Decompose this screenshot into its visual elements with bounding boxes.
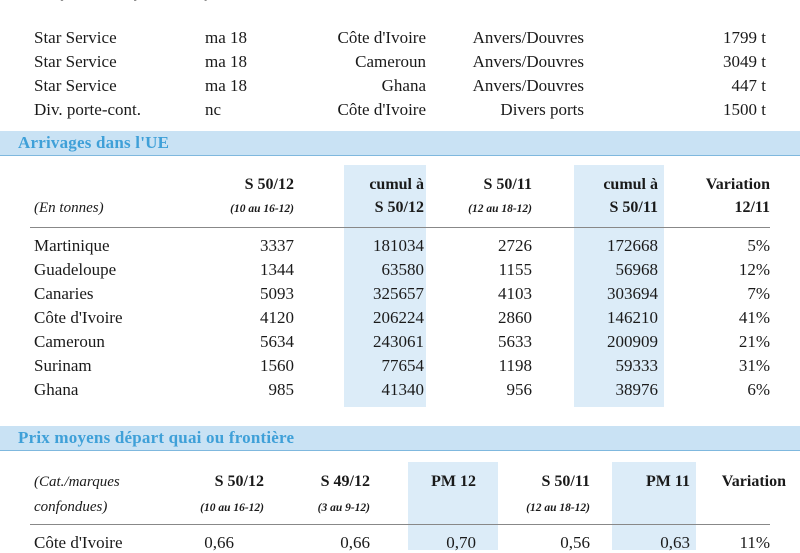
shipment-day: ma 18 (205, 28, 248, 47)
prices-header-divider (30, 524, 770, 525)
arrivals-origin: Surinam (34, 356, 92, 375)
prices-header-s50-12-sub: (10 au 16-12) (200, 502, 264, 514)
shipment-origin: Cameroun (355, 52, 426, 71)
arrivals-value-cumul-11: 200909 (607, 332, 658, 351)
arrivals-value-variation: 5% (747, 236, 770, 255)
arrivals-header-s50-11: S 50/11 (483, 176, 532, 193)
shipment-day: nc (205, 100, 222, 119)
arrivals-value-s50-12: 4120 (260, 308, 294, 327)
shipment-origin: Ghana (381, 76, 426, 95)
prices-value-pm12: 0,70 (446, 533, 476, 552)
arrivals-value-variation: 12% (738, 260, 770, 279)
prices-value-s50-11: 0,56 (560, 533, 590, 552)
arrivals-value-cumul-12: 63580 (381, 260, 424, 279)
prices-value-pm11: 0,63 (660, 533, 690, 552)
arrivals-section-title: Arrivages dans l'UE (18, 133, 170, 152)
arrivals-value-s50-12: 1344 (260, 260, 294, 279)
shipment-quantity (650, 0, 766, 2)
arrivals-value-cumul-12: 77654 (381, 356, 424, 375)
arrivals-value-cumul-11: 303694 (607, 284, 658, 303)
shipment-quantity: 447 t (731, 76, 766, 95)
arrivals-value-s50-11: 4103 (498, 284, 532, 303)
arrivals-value-s50-12: 985 (268, 380, 294, 399)
shipment-vessel: Star Service (34, 28, 117, 47)
arrivals-value-variation: 41% (738, 308, 770, 327)
arrivals-origin: Guadeloupe (34, 260, 117, 279)
shipment-destination: Anvers/Douvres (472, 52, 584, 71)
shipment-origin: Côte d'Ivoire (337, 28, 426, 47)
prices-header-s49-12: S 49/12 (320, 473, 370, 490)
arrivals-value-cumul-12: 243061 (373, 332, 424, 351)
arrivals-header-cumul-11-a: cumul à (603, 176, 658, 193)
prices-value-variation: 11% (739, 533, 770, 552)
arrivals-unit-note: (En tonnes) (34, 200, 104, 216)
shipment-quantity: 3049 t (723, 52, 766, 71)
shipment-quantity: 1500 t (723, 100, 766, 119)
shipment-day: ma 18 (205, 52, 248, 71)
arrivals-value-s50-12: 5093 (260, 284, 294, 303)
arrivals-header-cumul-11-b: S 50/11 (609, 199, 658, 216)
shipment-vessel: Star Service (34, 76, 117, 95)
arrivals-value-s50-11: 2726 (498, 236, 532, 255)
prices-value-s50-12: 0,66 (204, 533, 234, 552)
prices-header-s50-11-sub: (12 au 18-12) (526, 502, 590, 514)
arrivals-value-cumul-11: 38976 (615, 380, 658, 399)
shipment-vessel (34, 0, 142, 2)
arrivals-header-cumul-12-a: cumul à (369, 176, 424, 193)
prices-header-pm12: PM 12 (431, 473, 476, 490)
arrivals-origin: Martinique (34, 236, 110, 255)
arrivals-value-cumul-11: 59333 (615, 356, 658, 375)
arrivals-value-variation: 31% (738, 356, 770, 375)
shipment-destination (452, 0, 584, 2)
arrivals-origin: Canaries (34, 284, 94, 303)
arrivals-header-variation-period: 12/11 (734, 199, 770, 216)
arrivals-value-s50-11: 2860 (498, 308, 532, 327)
arrivals-value-s50-11: 956 (506, 380, 532, 399)
shipment-vessel: Div. porte-cont. (34, 100, 142, 119)
arrivals-value-s50-12: 5634 (260, 332, 294, 351)
arrivals-header-s50-12: S 50/12 (244, 176, 294, 193)
arrivals-value-s50-12: 3337 (260, 236, 294, 255)
arrivals-value-cumul-11: 56968 (615, 260, 658, 279)
shipment-origin (290, 0, 426, 2)
arrivals-origin: Ghana (34, 380, 79, 399)
arrivals-value-s50-11: 5633 (498, 332, 532, 351)
prices-header-s50-11: S 50/11 (541, 473, 590, 490)
prices-rule (0, 450, 800, 451)
shipment-vessel: Star Service (34, 52, 117, 71)
arrivals-header-variation: Variation (705, 176, 770, 193)
prices-header-s49-12-sub: (3 au 9-12) (317, 502, 370, 514)
shipment-quantity: 1799 t (723, 28, 766, 47)
prices-note-a: (Cat./marques (34, 474, 120, 490)
arrivals-rule (0, 155, 800, 156)
arrivals-value-cumul-11: 146210 (607, 308, 658, 327)
arrivals-header-s50-11-sub: (12 au 18-12) (468, 203, 532, 215)
shipment-destination: Anvers/Douvres (472, 76, 584, 95)
arrivals-value-cumul-12: 41340 (381, 380, 424, 399)
arrivals-origin: Cameroun (34, 332, 105, 351)
prices-value-s49-12: 0,66 (340, 533, 370, 552)
arrivals-header-s50-12-sub: (10 au 16-12) (230, 203, 294, 215)
arrivals-value-s50-11: 1155 (498, 260, 532, 279)
arrivals-value-cumul-12: 206224 (373, 308, 424, 327)
shipment-day (205, 0, 239, 2)
arrivals-value-s50-12: 1560 (260, 356, 294, 375)
arrivals-value-cumul-12: 325657 (373, 284, 424, 303)
arrivals-value-variation: 21% (738, 332, 770, 351)
arrivals-value-cumul-11: 172668 (607, 236, 658, 255)
prices-header-pm11: PM 11 (646, 473, 690, 490)
prices-header-variation: Variation (721, 473, 786, 490)
shipment-destination: Anvers/Douvres (472, 28, 584, 47)
shipment-destination: Divers ports (500, 100, 584, 119)
arrivals-value-cumul-12: 181034 (373, 236, 424, 255)
arrivals-value-variation: 6% (747, 380, 770, 399)
arrivals-header-divider (30, 227, 770, 228)
arrivals-value-s50-11: 1198 (498, 356, 532, 375)
arrivals-header-cumul-12-b: S 50/12 (374, 199, 424, 216)
prices-origin: Côte d'Ivoire (34, 533, 123, 552)
prices-section-title: Prix moyens départ quai ou frontière (18, 428, 295, 447)
arrivals-value-variation: 7% (747, 284, 770, 303)
shipment-origin: Côte d'Ivoire (337, 100, 426, 119)
arrivals-origin: Côte d'Ivoire (34, 308, 123, 327)
shipment-day: ma 18 (205, 76, 248, 95)
prices-note-b: confondues) (34, 499, 108, 515)
prices-header-s50-12: S 50/12 (214, 473, 264, 490)
